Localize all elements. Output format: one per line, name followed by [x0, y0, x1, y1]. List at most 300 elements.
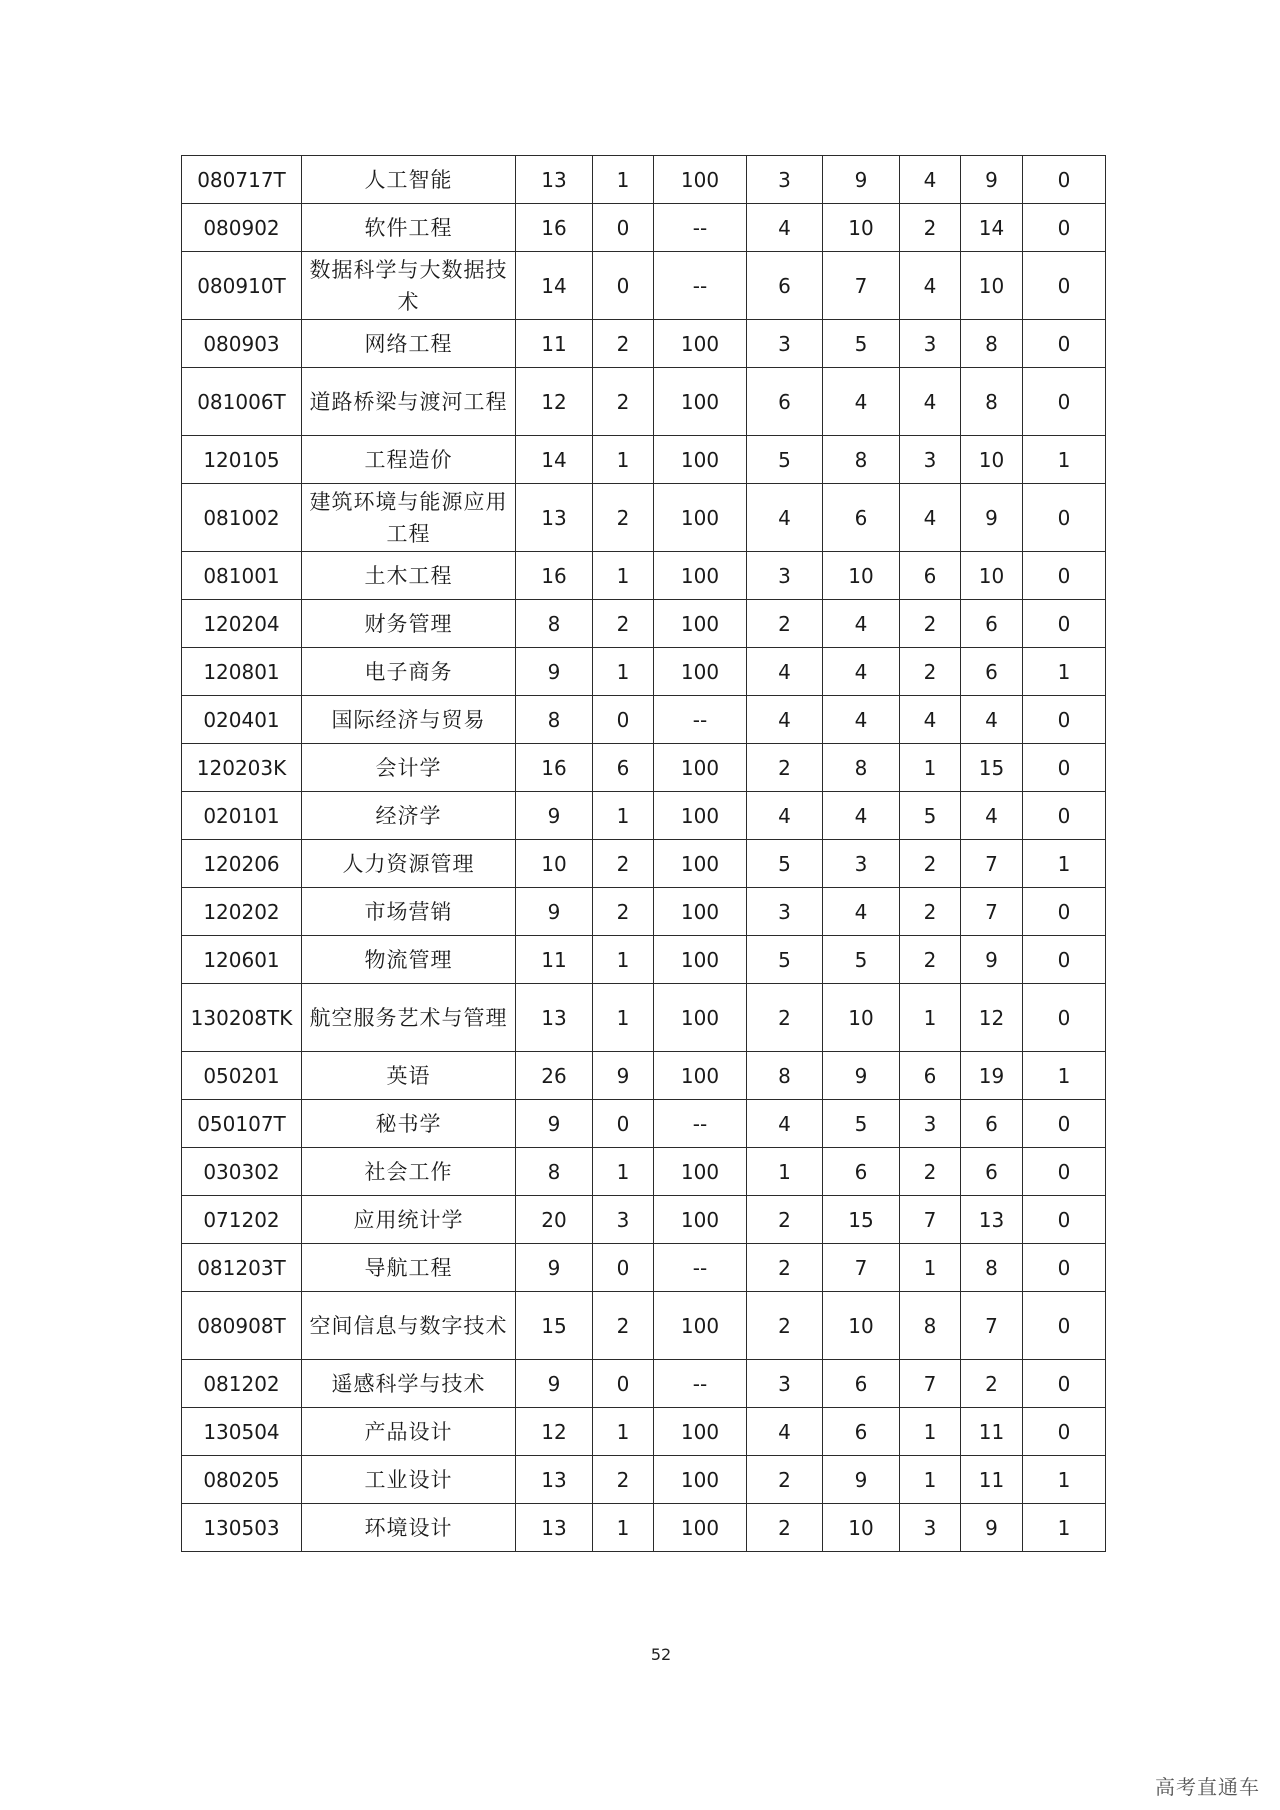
table-row	[182, 320, 1106, 368]
value-cell: 0	[1023, 320, 1106, 368]
value-cell: 2	[747, 984, 823, 1052]
value-cell: 9	[823, 1456, 900, 1504]
value-cell: 1	[593, 436, 654, 484]
value-cell: 100	[654, 1148, 747, 1196]
major-code-cell: 080908T	[182, 1292, 302, 1360]
value-cell: 3	[747, 156, 823, 204]
major-statistics-table	[181, 155, 1106, 1552]
major-code-cell: 120202	[182, 888, 302, 936]
table-row	[182, 984, 1106, 1052]
value-cell: 2	[747, 1456, 823, 1504]
value-cell: --	[654, 696, 747, 744]
value-cell: 8	[823, 436, 900, 484]
table-row	[182, 600, 1106, 648]
major-code-cell: 080205	[182, 1456, 302, 1504]
table-row	[182, 840, 1106, 888]
value-cell: 2	[900, 648, 961, 696]
value-cell: 4	[900, 156, 961, 204]
value-cell: 4	[900, 484, 961, 552]
value-cell: 9	[593, 1052, 654, 1100]
major-code-cell: 081001	[182, 552, 302, 600]
watermark-text: 高考直通车	[1155, 1775, 1260, 1799]
value-cell: 0	[1023, 1100, 1106, 1148]
value-cell: 9	[516, 648, 593, 696]
value-cell: 2	[747, 744, 823, 792]
value-cell: 4	[823, 648, 900, 696]
value-cell: 9	[961, 1504, 1023, 1552]
major-code-cell: 071202	[182, 1196, 302, 1244]
value-cell: 8	[823, 744, 900, 792]
value-cell: 5	[747, 936, 823, 984]
value-cell: 9	[823, 156, 900, 204]
value-cell: 3	[823, 840, 900, 888]
value-cell: 2	[593, 484, 654, 552]
value-cell: 100	[654, 484, 747, 552]
value-cell: 5	[747, 840, 823, 888]
value-cell: 4	[823, 600, 900, 648]
value-cell: 1	[900, 1456, 961, 1504]
value-cell: 2	[747, 600, 823, 648]
value-cell: 6	[823, 1408, 900, 1456]
major-code-cell: 120601	[182, 936, 302, 984]
value-cell: 100	[654, 368, 747, 436]
value-cell: 9	[823, 1052, 900, 1100]
value-cell: 100	[654, 648, 747, 696]
major-name-cell: 空间信息与数字技术	[302, 1292, 516, 1360]
value-cell: 2	[961, 1360, 1023, 1408]
value-cell: 3	[900, 1100, 961, 1148]
value-cell: --	[654, 204, 747, 252]
value-cell: 9	[961, 156, 1023, 204]
value-cell: 8	[747, 1052, 823, 1100]
value-cell: 2	[593, 888, 654, 936]
value-cell: 2	[747, 1292, 823, 1360]
value-cell: 4	[747, 1100, 823, 1148]
major-code-cell: 120105	[182, 436, 302, 484]
value-cell: 2	[593, 320, 654, 368]
value-cell: 1	[1023, 1052, 1106, 1100]
value-cell: 13	[516, 1504, 593, 1552]
value-cell: 10	[516, 840, 593, 888]
value-cell: 8	[961, 320, 1023, 368]
value-cell: 20	[516, 1196, 593, 1244]
value-cell: 7	[823, 1244, 900, 1292]
value-cell: 6	[593, 744, 654, 792]
value-cell: 5	[900, 792, 961, 840]
value-cell: --	[654, 1244, 747, 1292]
value-cell: 6	[961, 600, 1023, 648]
table-row	[182, 204, 1106, 252]
value-cell: 3	[747, 320, 823, 368]
value-cell: 0	[1023, 1360, 1106, 1408]
value-cell: 13	[516, 984, 593, 1052]
major-code-cell: 120203K	[182, 744, 302, 792]
value-cell: 100	[654, 744, 747, 792]
major-name-cell: 工程造价	[302, 436, 516, 484]
value-cell: 4	[900, 696, 961, 744]
major-name-cell: 财务管理	[302, 600, 516, 648]
table-row	[182, 368, 1106, 436]
major-name-cell: 工业设计	[302, 1456, 516, 1504]
value-cell: 6	[747, 368, 823, 436]
value-cell: 1	[593, 1148, 654, 1196]
value-cell: 1	[593, 648, 654, 696]
value-cell: 2	[900, 600, 961, 648]
table-row	[182, 1456, 1106, 1504]
value-cell: 10	[823, 984, 900, 1052]
value-cell: 9	[516, 792, 593, 840]
value-cell: 3	[900, 320, 961, 368]
table-row	[182, 696, 1106, 744]
value-cell: 4	[823, 368, 900, 436]
major-code-cell: 020401	[182, 696, 302, 744]
value-cell: 1	[593, 156, 654, 204]
value-cell: 4	[747, 696, 823, 744]
major-name-cell: 物流管理	[302, 936, 516, 984]
major-code-cell: 081203T	[182, 1244, 302, 1292]
value-cell: 0	[1023, 204, 1106, 252]
major-name-cell: 电子商务	[302, 648, 516, 696]
value-cell: 0	[1023, 1196, 1106, 1244]
table-row	[182, 1408, 1106, 1456]
value-cell: 3	[900, 1504, 961, 1552]
value-cell: 8	[516, 1148, 593, 1196]
value-cell: 2	[593, 1456, 654, 1504]
value-cell: 12	[516, 368, 593, 436]
value-cell: 0	[1023, 484, 1106, 552]
major-name-cell: 会计学	[302, 744, 516, 792]
value-cell: 10	[961, 252, 1023, 320]
value-cell: 6	[900, 552, 961, 600]
value-cell: 0	[1023, 368, 1106, 436]
value-cell: 0	[1023, 252, 1106, 320]
value-cell: 4	[900, 368, 961, 436]
value-cell: 0	[593, 252, 654, 320]
value-cell: 10	[823, 1504, 900, 1552]
value-cell: 2	[900, 840, 961, 888]
value-cell: 1	[1023, 1456, 1106, 1504]
value-cell: 4	[961, 792, 1023, 840]
value-cell: --	[654, 1100, 747, 1148]
major-code-cell: 080910T	[182, 252, 302, 320]
value-cell: 3	[747, 1360, 823, 1408]
major-code-cell: 080903	[182, 320, 302, 368]
table-row	[182, 1504, 1106, 1552]
value-cell: 13	[961, 1196, 1023, 1244]
page-number: 52	[650, 1645, 672, 1664]
value-cell: 14	[961, 204, 1023, 252]
major-code-cell: 081006T	[182, 368, 302, 436]
major-code-cell: 120204	[182, 600, 302, 648]
value-cell: 7	[900, 1196, 961, 1244]
value-cell: 2	[593, 1292, 654, 1360]
major-name-cell: 遥感科学与技术	[302, 1360, 516, 1408]
value-cell: 100	[654, 792, 747, 840]
value-cell: 4	[823, 888, 900, 936]
value-cell: 2	[900, 1148, 961, 1196]
major-name-cell: 导航工程	[302, 1244, 516, 1292]
value-cell: 9	[516, 888, 593, 936]
major-name-cell: 国际经济与贸易	[302, 696, 516, 744]
value-cell: 0	[1023, 600, 1106, 648]
value-cell: 0	[1023, 552, 1106, 600]
value-cell: 6	[747, 252, 823, 320]
value-cell: 10	[823, 552, 900, 600]
value-cell: 100	[654, 1292, 747, 1360]
value-cell: 11	[961, 1456, 1023, 1504]
value-cell: 4	[823, 792, 900, 840]
value-cell: 10	[961, 552, 1023, 600]
value-cell: 4	[900, 252, 961, 320]
major-name-cell: 软件工程	[302, 204, 516, 252]
value-cell: 13	[516, 1456, 593, 1504]
value-cell: 100	[654, 1052, 747, 1100]
value-cell: 1	[747, 1148, 823, 1196]
table-row	[182, 1196, 1106, 1244]
value-cell: --	[654, 1360, 747, 1408]
table-row	[182, 1148, 1106, 1196]
value-cell: 11	[516, 320, 593, 368]
major-name-cell: 秘书学	[302, 1100, 516, 1148]
value-cell: 6	[961, 648, 1023, 696]
value-cell: 0	[593, 1244, 654, 1292]
table-row	[182, 484, 1106, 552]
value-cell: 3	[900, 436, 961, 484]
major-code-cell: 130504	[182, 1408, 302, 1456]
major-code-cell: 050107T	[182, 1100, 302, 1148]
major-code-cell: 030302	[182, 1148, 302, 1196]
value-cell: 2	[900, 936, 961, 984]
value-cell: 9	[516, 1360, 593, 1408]
table-row	[182, 888, 1106, 936]
value-cell: 7	[961, 888, 1023, 936]
value-cell: 4	[747, 204, 823, 252]
value-cell: 2	[747, 1196, 823, 1244]
value-cell: 6	[823, 1360, 900, 1408]
major-code-cell: 080902	[182, 204, 302, 252]
table-row	[182, 1244, 1106, 1292]
value-cell: 0	[1023, 696, 1106, 744]
value-cell: 4	[747, 792, 823, 840]
value-cell: 6	[961, 1100, 1023, 1148]
value-cell: 15	[823, 1196, 900, 1244]
value-cell: 0	[1023, 984, 1106, 1052]
table-body	[182, 156, 1106, 1552]
value-cell: 10	[823, 204, 900, 252]
table-row	[182, 156, 1106, 204]
value-cell: 3	[747, 552, 823, 600]
value-cell: 14	[516, 436, 593, 484]
value-cell: 16	[516, 204, 593, 252]
value-cell: 2	[593, 600, 654, 648]
major-name-cell: 经济学	[302, 792, 516, 840]
value-cell: 6	[900, 1052, 961, 1100]
value-cell: 1	[593, 1504, 654, 1552]
major-name-cell: 航空服务艺术与管理	[302, 984, 516, 1052]
value-cell: 14	[516, 252, 593, 320]
value-cell: 16	[516, 744, 593, 792]
value-cell: 0	[1023, 1292, 1106, 1360]
value-cell: 100	[654, 156, 747, 204]
value-cell: 2	[747, 1244, 823, 1292]
value-cell: 8	[961, 1244, 1023, 1292]
value-cell: 11	[961, 1408, 1023, 1456]
value-cell: 1	[1023, 436, 1106, 484]
value-cell: 1	[900, 984, 961, 1052]
value-cell: 0	[1023, 792, 1106, 840]
table-row	[182, 1100, 1106, 1148]
value-cell: 1	[593, 792, 654, 840]
major-code-cell: 020101	[182, 792, 302, 840]
major-code-cell: 120206	[182, 840, 302, 888]
value-cell: 11	[516, 936, 593, 984]
value-cell: 15	[961, 744, 1023, 792]
value-cell: 7	[961, 1292, 1023, 1360]
value-cell: 100	[654, 1504, 747, 1552]
table-row	[182, 1292, 1106, 1360]
value-cell: 0	[1023, 888, 1106, 936]
table-row	[182, 744, 1106, 792]
major-code-cell: 081002	[182, 484, 302, 552]
value-cell: 10	[961, 436, 1023, 484]
major-code-cell: 081202	[182, 1360, 302, 1408]
major-code-cell: 130503	[182, 1504, 302, 1552]
value-cell: 9	[516, 1100, 593, 1148]
major-name-cell: 人工智能	[302, 156, 516, 204]
value-cell: 1	[1023, 840, 1106, 888]
major-name-cell: 人力资源管理	[302, 840, 516, 888]
value-cell: 2	[900, 888, 961, 936]
value-cell: 100	[654, 1408, 747, 1456]
value-cell: 0	[1023, 1408, 1106, 1456]
value-cell: 2	[593, 368, 654, 436]
value-cell: 13	[516, 484, 593, 552]
value-cell: 1	[900, 1244, 961, 1292]
value-cell: 3	[593, 1196, 654, 1244]
major-name-cell: 市场营销	[302, 888, 516, 936]
major-name-cell: 数据科学与大数据技术	[302, 252, 516, 320]
major-code-cell: 130208TK	[182, 984, 302, 1052]
value-cell: 9	[516, 1244, 593, 1292]
value-cell: 9	[961, 484, 1023, 552]
value-cell: 15	[516, 1292, 593, 1360]
value-cell: 9	[961, 936, 1023, 984]
value-cell: 12	[961, 984, 1023, 1052]
value-cell: 1	[593, 552, 654, 600]
value-cell: 5	[747, 436, 823, 484]
major-name-cell: 英语	[302, 1052, 516, 1100]
value-cell: 10	[823, 1292, 900, 1360]
value-cell: 100	[654, 840, 747, 888]
major-name-cell: 社会工作	[302, 1148, 516, 1196]
value-cell: 8	[961, 368, 1023, 436]
value-cell: 5	[823, 936, 900, 984]
value-cell: 8	[900, 1292, 961, 1360]
value-cell: 1	[593, 936, 654, 984]
value-cell: 1	[593, 1408, 654, 1456]
value-cell: 4	[961, 696, 1023, 744]
major-name-cell: 土木工程	[302, 552, 516, 600]
value-cell: 100	[654, 320, 747, 368]
table-row	[182, 936, 1106, 984]
table-row	[182, 552, 1106, 600]
value-cell: 12	[516, 1408, 593, 1456]
value-cell: 7	[900, 1360, 961, 1408]
value-cell: 100	[654, 1456, 747, 1504]
table-row	[182, 436, 1106, 484]
value-cell: 100	[654, 436, 747, 484]
value-cell: 0	[1023, 1244, 1106, 1292]
major-name-cell: 应用统计学	[302, 1196, 516, 1244]
value-cell: 0	[593, 1360, 654, 1408]
value-cell: 0	[1023, 744, 1106, 792]
value-cell: 2	[747, 1504, 823, 1552]
value-cell: 0	[1023, 1148, 1106, 1196]
value-cell: 0	[593, 1100, 654, 1148]
major-code-cell: 120801	[182, 648, 302, 696]
value-cell: 1	[1023, 648, 1106, 696]
table-row	[182, 648, 1106, 696]
value-cell: 100	[654, 552, 747, 600]
table-row	[182, 1052, 1106, 1100]
major-name-cell: 网络工程	[302, 320, 516, 368]
major-name-cell: 环境设计	[302, 1504, 516, 1552]
value-cell: 4	[747, 484, 823, 552]
table-row	[182, 792, 1106, 840]
value-cell: 1	[593, 984, 654, 1052]
value-cell: 0	[1023, 156, 1106, 204]
value-cell: 3	[747, 888, 823, 936]
value-cell: 8	[516, 600, 593, 648]
value-cell: 19	[961, 1052, 1023, 1100]
value-cell: 6	[823, 484, 900, 552]
value-cell: 0	[1023, 936, 1106, 984]
major-name-cell: 道路桥梁与渡河工程	[302, 368, 516, 436]
value-cell: 100	[654, 600, 747, 648]
value-cell: 2	[593, 840, 654, 888]
value-cell: 0	[593, 204, 654, 252]
major-code-cell: 050201	[182, 1052, 302, 1100]
value-cell: 100	[654, 888, 747, 936]
value-cell: 1	[900, 744, 961, 792]
value-cell: 26	[516, 1052, 593, 1100]
major-name-cell: 建筑环境与能源应用工程	[302, 484, 516, 552]
value-cell: 6	[823, 1148, 900, 1196]
value-cell: 8	[516, 696, 593, 744]
value-cell: 7	[823, 252, 900, 320]
value-cell: 4	[823, 696, 900, 744]
value-cell: 1	[900, 1408, 961, 1456]
value-cell: 2	[900, 204, 961, 252]
value-cell: 4	[747, 648, 823, 696]
value-cell: 16	[516, 552, 593, 600]
value-cell: --	[654, 252, 747, 320]
major-name-cell: 产品设计	[302, 1408, 516, 1456]
value-cell: 7	[961, 840, 1023, 888]
value-cell: 0	[593, 696, 654, 744]
value-cell: 1	[1023, 1504, 1106, 1552]
value-cell: 100	[654, 1196, 747, 1244]
table-row	[182, 1360, 1106, 1408]
value-cell: 100	[654, 984, 747, 1052]
major-code-cell: 080717T	[182, 156, 302, 204]
value-cell: 100	[654, 936, 747, 984]
value-cell: 6	[961, 1148, 1023, 1196]
value-cell: 4	[747, 1408, 823, 1456]
value-cell: 13	[516, 156, 593, 204]
table-row	[182, 252, 1106, 320]
value-cell: 5	[823, 1100, 900, 1148]
